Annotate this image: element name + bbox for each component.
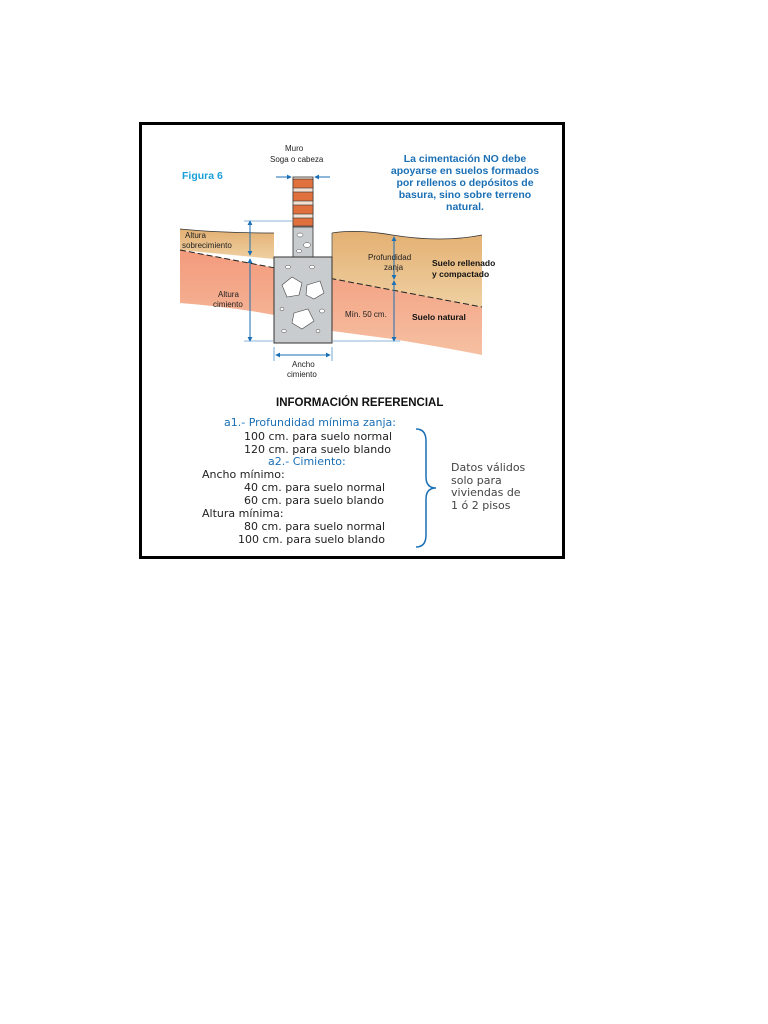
a1-label: a1.- Profundidad mínima zanja: bbox=[224, 416, 396, 429]
zanja-label: zanja bbox=[384, 263, 404, 272]
min-50-label: Mín. 50 cm. bbox=[345, 310, 387, 319]
brace-icon bbox=[412, 427, 440, 549]
altura-minima-label: Altura mínima: bbox=[202, 507, 284, 520]
muro-label: Muro bbox=[285, 144, 304, 153]
profundidad-label: Profundidad bbox=[368, 253, 412, 262]
a1-row-1: 100 cm. para suelo normal bbox=[244, 430, 393, 443]
ancho-cimiento-label: cimiento bbox=[287, 370, 317, 379]
suelo-natural-label: Suelo natural bbox=[412, 312, 466, 322]
soga-label: Soga o cabeza bbox=[270, 155, 324, 164]
warning-text: La cimentación NO debe apoyarse en suelos formados por rellenos o depósitos de basura, sino sobre terreno natural. bbox=[390, 153, 540, 214]
ancho-label: Ancho bbox=[292, 360, 315, 369]
altura-sobrecimiento-label: Altura bbox=[185, 231, 206, 240]
altura-row-1: 80 cm. para suelo normal bbox=[244, 520, 386, 533]
suelo-rellenado-label: Suelo rellenado bbox=[432, 258, 496, 268]
sobrecimiento bbox=[293, 227, 313, 257]
a2-label: a2.- Cimiento: bbox=[268, 455, 346, 468]
figure-frame bbox=[139, 122, 565, 559]
a1-row-2: 120 cm. para suelo blando bbox=[244, 443, 391, 456]
datos-validos-note: Datos válidos solo para viviendas de 1 ó 2 pisos bbox=[451, 461, 526, 512]
ancho-minimo-label: Ancho mínimo: bbox=[202, 468, 285, 481]
compactado-label: y compactado bbox=[432, 269, 490, 279]
info-title: INFORMACIÓN REFERENCIAL bbox=[276, 397, 444, 409]
brick-wall bbox=[293, 177, 313, 227]
figure-number: Figura 6 bbox=[182, 170, 223, 182]
cimiento bbox=[274, 257, 332, 343]
ancho-row-1: 40 cm. para suelo normal bbox=[244, 481, 386, 494]
altura-row-2: 100 cm. para suelo blando bbox=[238, 533, 385, 546]
altura-sobrecimiento-label-2: sobrecimiento bbox=[182, 241, 232, 250]
ancho-row-2: 60 cm. para suelo blando bbox=[244, 494, 384, 507]
altura-cimiento-label-2: cimiento bbox=[213, 300, 243, 309]
altura-cimiento-label: Altura bbox=[218, 290, 239, 299]
